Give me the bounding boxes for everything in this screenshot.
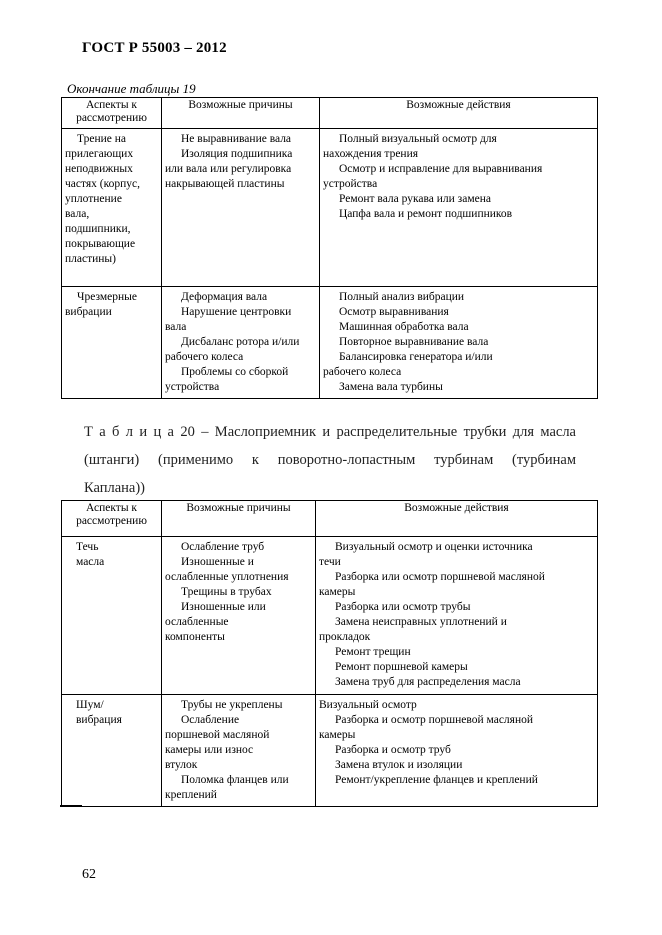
- cell-line: Замена неисправных уплотнений и: [335, 616, 507, 628]
- table-row: [62, 695, 598, 807]
- cell-line: течи: [319, 556, 341, 568]
- cell-line: компоненты: [165, 631, 225, 643]
- cell-line: Дисбаланс ротора и/или: [181, 336, 300, 348]
- table-20-title-line: Каплана)): [84, 480, 146, 496]
- cell-line: Трение на: [77, 133, 126, 145]
- cell-line: устройства: [323, 178, 378, 190]
- cell-line: Ослабление труб: [181, 541, 265, 553]
- table-20-title: [84, 418, 576, 502]
- cell-line: Деформация вала: [181, 291, 268, 303]
- actions-cell: [316, 695, 598, 807]
- cell-line: вибрации: [65, 306, 112, 318]
- cell-line: Проблемы со сборкой: [181, 366, 289, 378]
- cell-line: подшипники,: [65, 223, 131, 235]
- cell-line: прокладок: [319, 631, 371, 643]
- cell-line: частях (корпус,: [65, 178, 140, 190]
- causes-cell: [162, 695, 316, 807]
- cell-line: прилегающих: [65, 148, 134, 160]
- cell-line: пластины): [65, 253, 116, 265]
- actions-cell: [320, 129, 598, 287]
- aspect-cell: [62, 695, 162, 807]
- cell-line: накрывающей пластины: [165, 178, 285, 190]
- cell-line: Нарушение центровки: [181, 306, 292, 318]
- cell-line: неподвижных: [65, 163, 133, 175]
- cell-line: Ремонт вала рукава или замена: [339, 193, 491, 205]
- causes-cell: [162, 537, 316, 695]
- cell-line: Разборка и осмотр труб: [335, 744, 451, 756]
- header-causes: Возможные причины: [162, 98, 320, 129]
- cell-line: камеры: [319, 729, 356, 741]
- cell-line: Повторное выравнивание вала: [339, 336, 489, 348]
- cell-line: втулок: [165, 759, 198, 771]
- table-row: [62, 287, 598, 399]
- cell-line: Трубы не укреплены: [181, 699, 283, 711]
- cell-line: Ослабление: [181, 714, 240, 726]
- cell-line: рабочего колеса: [165, 351, 244, 363]
- page-number: 62: [82, 867, 96, 882]
- table-19: [61, 97, 598, 399]
- cell-line: Замена труб для распределения масла: [335, 676, 521, 688]
- table-20-title-line: (штанги) (применимо к поворотно-лопастным турбинам (турбинам: [84, 452, 576, 468]
- cell-line: Машинная обработка вала: [339, 321, 469, 333]
- table-row: [62, 537, 598, 695]
- cell-line: камеры: [319, 586, 356, 598]
- cell-line: Ремонт/укрепление фланцев и креплений: [335, 774, 538, 786]
- aspect-cell: [62, 537, 162, 695]
- header-aspects: Аспекты к рассмотрению: [62, 98, 162, 129]
- cell-line: Осмотр и исправление для выравнивания: [339, 163, 543, 175]
- table-left-rule: [60, 805, 82, 807]
- actions-cell: [320, 287, 598, 399]
- cell-line: Поломка фланцев или: [181, 774, 289, 786]
- cell-line: Балансировка генератора и/или: [339, 351, 493, 363]
- cell-line: Замена вала турбины: [339, 381, 443, 393]
- cell-line: Полный анализ вибрации: [339, 291, 465, 303]
- cell-line: рабочего колеса: [323, 366, 402, 378]
- table-19-continuation-label: Окончание таблицы 19: [67, 81, 196, 96]
- cell-line: вибрация: [76, 714, 122, 726]
- cell-line: Полный визуальный осмотр для: [339, 133, 497, 145]
- cell-line: камеры или износ: [165, 744, 254, 756]
- cell-line: ослабленные: [165, 616, 229, 628]
- header-aspects: Аспекты к рассмотрению: [62, 501, 162, 537]
- cell-line: Цапфа вала и ремонт подшипников: [339, 208, 513, 220]
- cell-line: устройства: [165, 381, 220, 393]
- cell-line: Визуальный осмотр и оценки источника: [335, 541, 533, 553]
- cell-line: Ремонт трещин: [335, 646, 411, 658]
- cell-line: Чрезмерные: [77, 291, 137, 303]
- cell-line: Замена втулок и изоляции: [335, 759, 463, 771]
- cell-line: ослабленные уплотнения: [165, 571, 289, 583]
- header-actions: Возможные действия: [320, 98, 598, 129]
- cell-line: креплений: [165, 789, 217, 801]
- cell-line: или вала или регулировка: [165, 163, 292, 175]
- table-row: [62, 129, 598, 287]
- cell-line: Изношенные или: [181, 601, 266, 613]
- cell-line: Течь: [76, 541, 99, 553]
- cell-line: вала: [165, 321, 187, 333]
- cell-line: Разборка или осмотр поршневой масляной: [335, 571, 545, 583]
- cell-line: Осмотр выравнивания: [339, 306, 449, 318]
- cell-line: Ремонт поршневой камеры: [335, 661, 468, 673]
- cell-line: покрывающие: [65, 238, 136, 250]
- header-causes: Возможные причины: [162, 501, 316, 537]
- table-20-title-line: Т а б л и ц а 20 – Маслоприемник и распределительные трубки для масла: [84, 424, 576, 440]
- causes-cell: [162, 287, 320, 399]
- actions-cell: [316, 537, 598, 695]
- cell-line: Не выравнивание вала: [181, 133, 292, 145]
- cell-line: уплотнение: [65, 193, 122, 205]
- cell-line: Трещины в трубах: [181, 586, 272, 598]
- cell-line: Шум/: [76, 699, 104, 711]
- cell-line: вала,: [65, 208, 90, 220]
- table-header-row: [62, 98, 598, 129]
- causes-cell: [162, 129, 320, 287]
- cell-line: Визуальный осмотр: [319, 699, 417, 711]
- cell-line: Изношенные и: [181, 556, 254, 568]
- cell-line: масла: [76, 556, 105, 568]
- aspect-cell: [62, 129, 162, 287]
- cell-line: Разборка или осмотр трубы: [335, 601, 471, 613]
- header-actions: Возможные действия: [316, 501, 598, 537]
- table-header-row: [62, 501, 598, 537]
- cell-line: нахождения трения: [323, 148, 419, 160]
- cell-line: Изоляция подшипника: [181, 148, 293, 160]
- cell-line: Разборка и осмотр поршневой масляной: [335, 714, 534, 726]
- document-id: ГОСТ Р 55003 – 2012: [82, 40, 227, 56]
- aspect-cell: [62, 287, 162, 399]
- cell-line: поршневой масляной: [165, 729, 270, 741]
- table-20: [61, 500, 598, 807]
